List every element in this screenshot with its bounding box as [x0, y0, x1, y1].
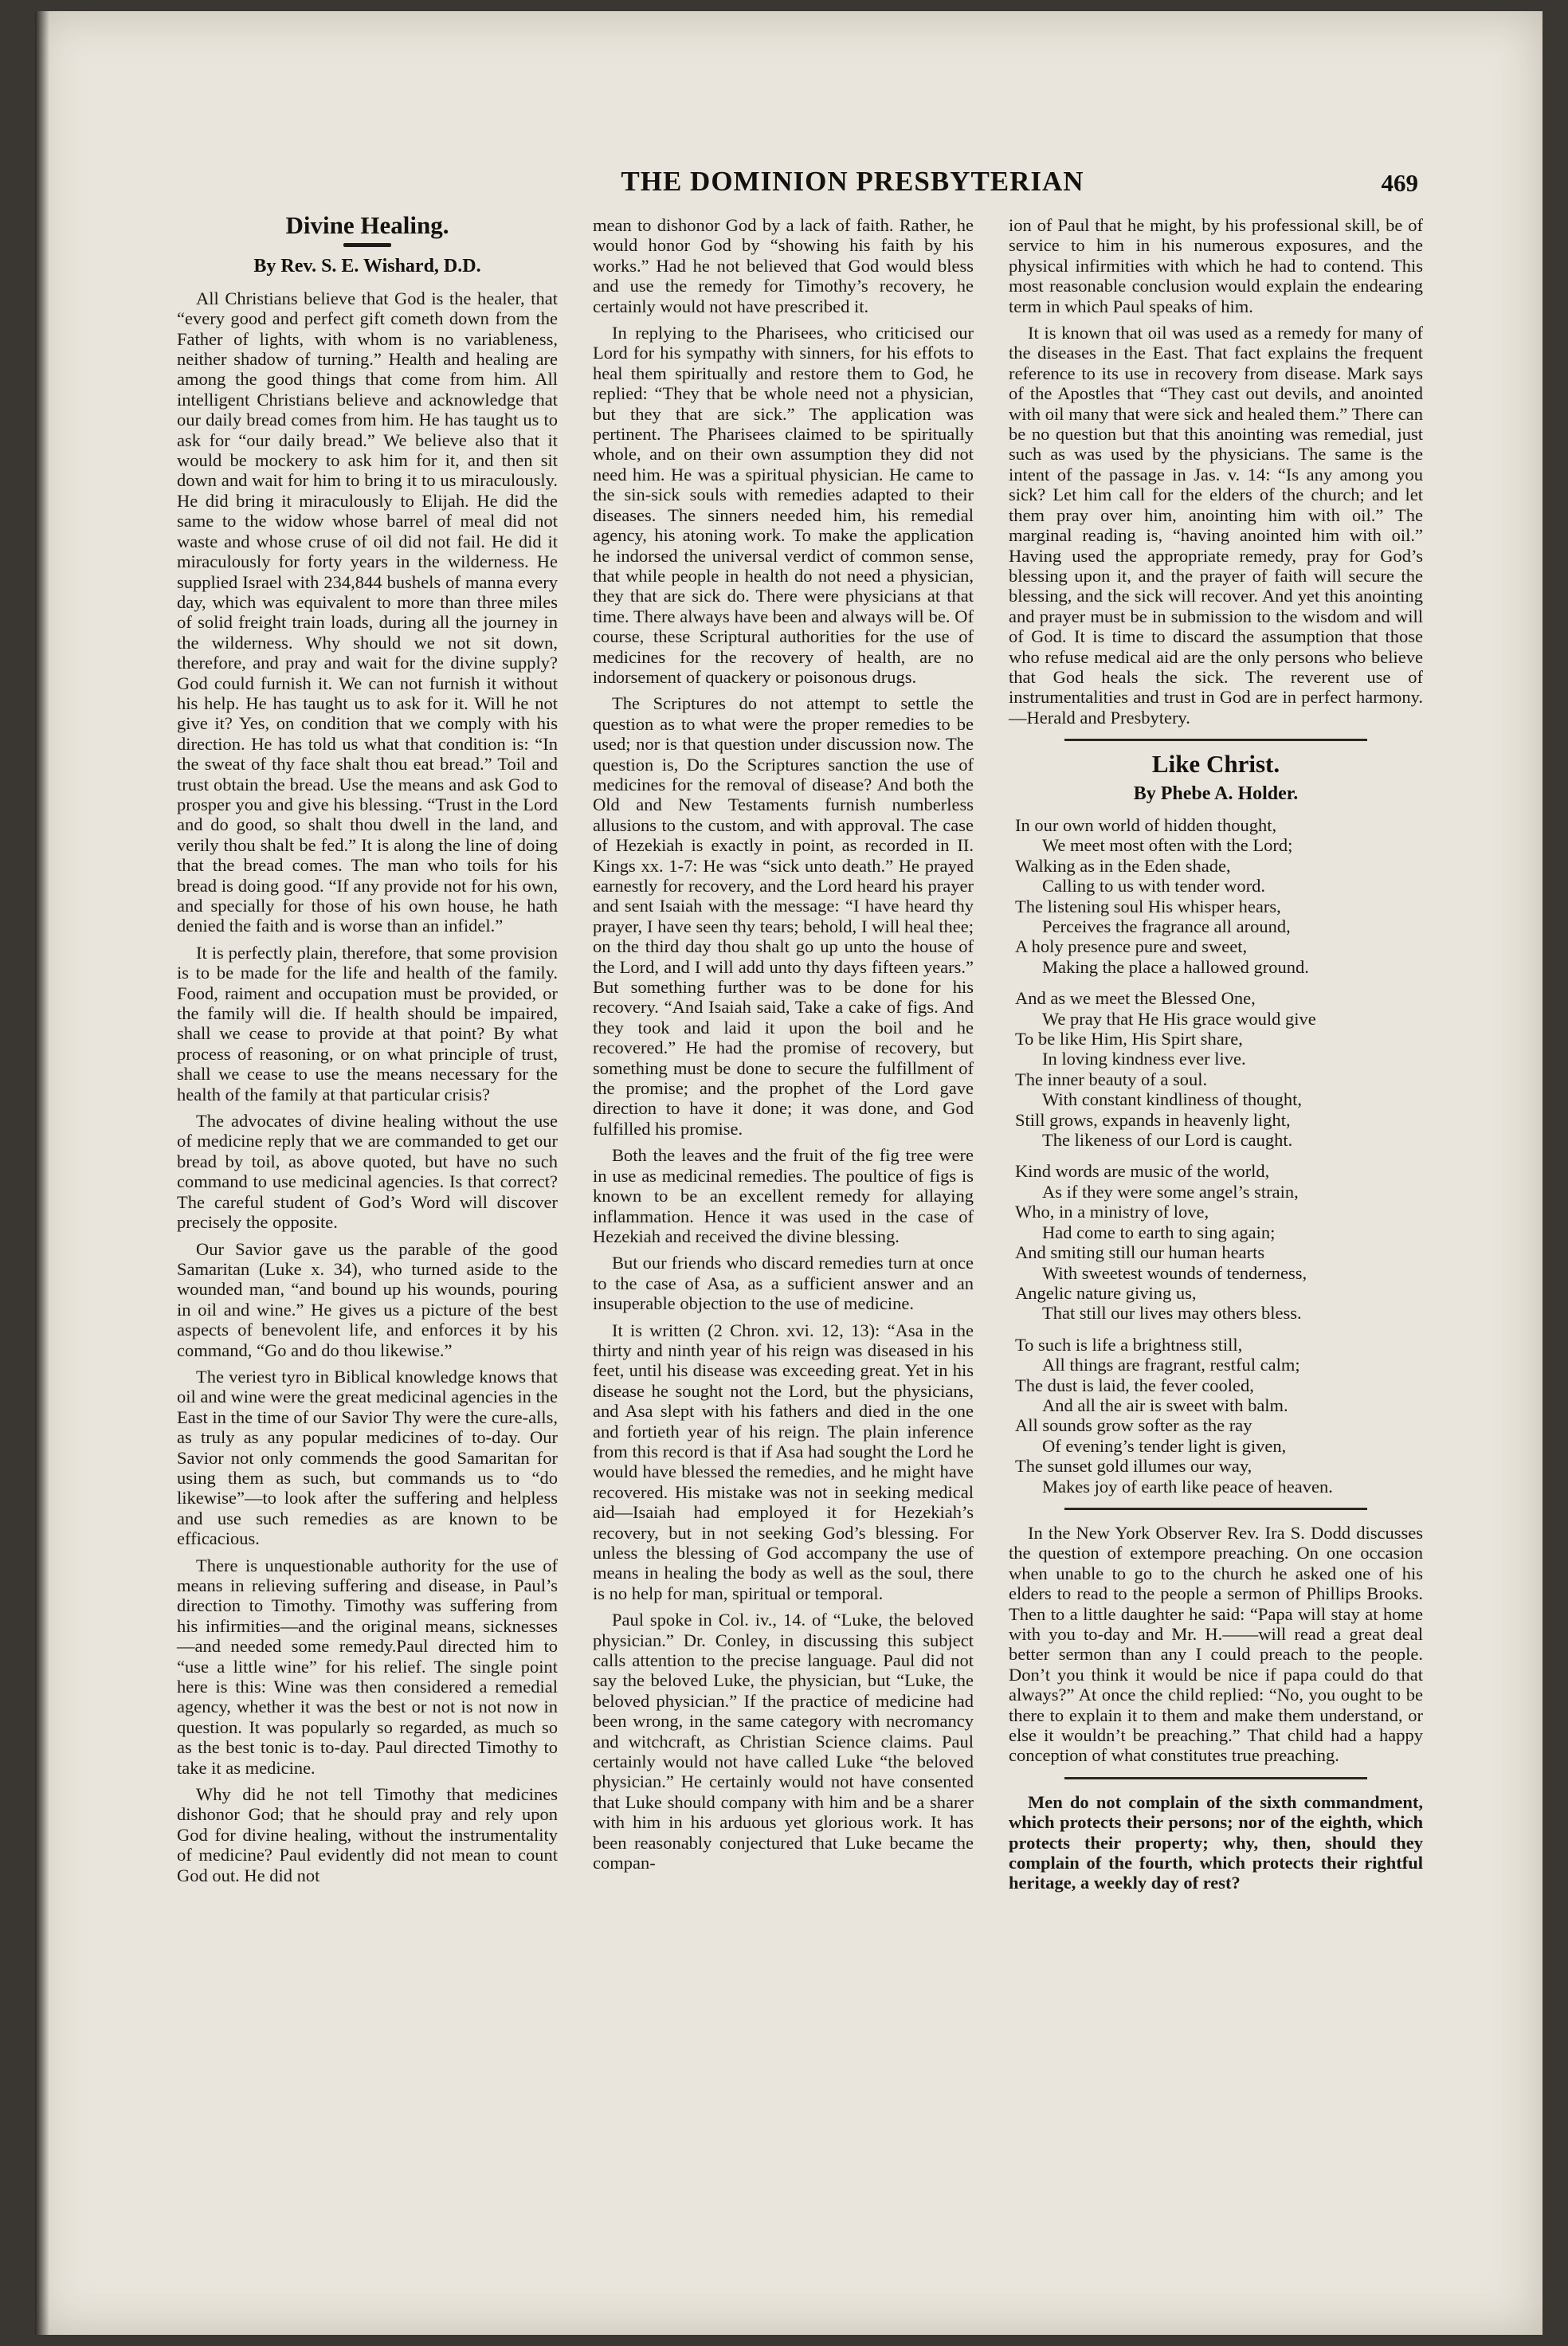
poem-line: We meet most often with the Lord;	[1042, 835, 1293, 856]
paragraph: The Scriptures do not attempt to settle the question as to what were the proper remedies to be used; nor is that question under discussion now. The question is, Do the Scriptures sanction the use of medicines for the removal of disease? And both the Old and New Testaments furnish numberless allusions to the custom, and with approval. The case of Hezekiah is exactly in point, as recorded in II. Kings xx. 1-7: He was “sick unto death.” He prayed earnestly for recovery, and the Lord heard his prayer and sent Isaiah with the message: “I have heard thy prayer, I have seen thy tears; behold, I will heal thee; on the third day thou shalt go up unto the house of the Lord, and I will add unto thy days fifteen years.” But something further was to be done for his recovery. “And Isaiah said, Take a cake of figs. And they took and laid it upon the boil and he recovered.” He had the promise of recovery, but something must be done to secure the fulfillment of the promise; and the prophet of the Lord gave direction to have it done; it was done, and God fulfilled his promise.	[593, 693, 974, 1139]
poem-line: With constant kindliness of thought,	[1042, 1089, 1302, 1110]
column-3	[1009, 215, 1423, 1900]
paragraph: In replying to the Pharisees, who criticised our Lord for his sympathy with sinners, for his effots to heal them spiritually and restore them to God, he replied: “They that be whole need not a physician, but they that are sick.” The application was pertinent. The Pharisees claimed to be spiritually whole, and on their own assumption they did not need him. He was a spiritual physician. He came to the sin-sick souls with remedies adapted to their diseases. The sinners needed him, his remedial agency, his atoning work. To make the application he indorsed the universal verdict of common sense, that while people in health do not need a physician, they that are sick do. There were physicians at that time. There always have been and always will be. Of course, these Scriptural authorities for the use of medicines for the recovery of health, are no indorsement of quackery or poisonous drugs.	[593, 323, 974, 687]
poem-line: And all the air is sweet with balm.	[1042, 1395, 1288, 1415]
poem-line: All sounds grow softer as the ray	[1015, 1415, 1252, 1436]
paragraph: All Christians believe that God is the healer, that “every good and perfect gift cometh down from the Father of lights, with whom is no variableness, neither shadow of turning.” Health and healing are among the good things that come from him. All intelligent Christians believe and acknowledge that our daily bread comes from him. He has taught us to ask for “our daily bread.” We believe also that it would be mockery to ask him for it, and then sit down and wait for him to bring it to us miraculously. He did bring it miraculously to Elijah. He did the same to the widow whose barrel of meal did not waste and whose cruse of oil did not fail. He did it miraculously for forty years in the wilderness. He supplied Israel with 234,844 bushels of manna every day, which was equivalent to more than three miles of solid freight train loads, during all the journey in the wilderness. Why should we not sit down, therefore, and pray and wait for the divine supply? God could furnish it. We can not furnish it without his help. He has taught us to ask for it. Will he not give it? Yes, on condition that we comply with his direction. He has told us what that condition is: “In the sweat of thy face shalt thou eat bread.” Toil and trust obtain the bread. Use the means and ask God to prosper you and give his blessing. “Trust in the Lord and do good, so shalt thou dwell in the land, and verily thou shalt be fed.” It is along the line of doing that the bread comes. The man who toils for his bread is doing good. “If any provide not for his own, and specially for those of his own house, he hath denied the faith and is worse than an infidel.”	[177, 288, 558, 936]
poem-line: And smiting still our human hearts	[1015, 1242, 1265, 1263]
poem-line: Who, in a ministry of love,	[1015, 1202, 1209, 1222]
poem-line: The inner beauty of a soul.	[1015, 1069, 1208, 1089]
poem-line: Walking as in the Eden shade,	[1015, 855, 1231, 876]
poem-line: The likeness of our Lord is caught.	[1042, 1130, 1293, 1151]
poem-line: The listening soul His whisper hears,	[1015, 896, 1281, 916]
poem-line: To be like Him, His Spirt share,	[1015, 1029, 1243, 1049]
paragraph: It is written (2 Chron. xvi. 12, 13): “Asa in the thirty and ninth year of his reign was diseased in his feet, until his disease was exceeding great. Yet in his disease he sought not the Lord, but the physicians, and Asa slept with his fathers and died in the one and fortieth year of his reign. The plain inference from this record is that if Asa had sought the Lord he would have blessed the remedies, and he might have recovered. His mistake was not in seeking medical aid—Isaiah had employed it for Hezekiah’s recovery, but in not seeking God’s blessing. For unless the blessing of God accompany the use of means in healing the body as well as the soul, there is no help for man, spiritual or temporal.	[593, 1320, 974, 1603]
decorative-rule	[343, 243, 391, 247]
paragraph-commandments: Men do not complain of the sixth commandment, which protects their persons; nor of the eighth, which protects their property; why, then, should they complain of the fourth, which protects their rightful heritage, a weekly day of rest?	[1009, 1791, 1423, 1893]
scan-edge	[35, 11, 49, 2335]
poem-line: Calling to us with tender word.	[1042, 876, 1265, 896]
poem-line: The dust is laid, the fever cooled,	[1015, 1375, 1254, 1395]
poem-line: We pray that He His grace would give	[1042, 1008, 1316, 1029]
article-title-divine-healing: Divine Healing.	[285, 211, 449, 239]
paragraph-extempore-preaching: In the New York Observer Rev. Ira S. Dodd discusses the question of extempore preaching. On one occasion when unable to go to the church he asked one of his elders to read to the people a sermon of Phillips Brooks. Then to a little daughter he said: “Papa will stay at home with you to-day and Mr. H.——will read a great deal better sermon than any I could preach to the people. Don’t you think it would be nice if papa could do that always?” At once the child replied: “No, you ought to be there to explain it to them and make them understand, or else it wouldn’t be preaching.” That child had a happy conception of what constitutes true preaching.	[1009, 1522, 1423, 1766]
section-rule	[1064, 739, 1367, 741]
poem-line: With sweetest wounds of tenderness,	[1042, 1262, 1307, 1283]
poem-line: As if they were some angel’s strain,	[1042, 1181, 1299, 1202]
poem-stanza	[1009, 1335, 1423, 1497]
poem-line: Perceives the fragrance all around,	[1042, 916, 1291, 936]
paragraph: mean to dishonor God by a lack of faith. Rather, he would honor God by “showing his faith by his works.” Had he not believed that God would bless and use the remedy for Timothy’s recovery, he certainly would not have prescribed it.	[593, 215, 974, 316]
page-number: 469	[1381, 169, 1418, 197]
article-title-like-christ: Like Christ.	[1151, 750, 1280, 779]
poem-line: Of evening’s tender light is given,	[1042, 1435, 1287, 1456]
poem-stanza	[1009, 1161, 1423, 1323]
poem-line: A holy presence pure and sweet,	[1015, 936, 1248, 957]
paragraph: Paul spoke in Col. iv., 14. of “Luke, the beloved physician.” Dr. Conley, in discussing this subject calls attention to the precise language. Paul did not say the beloved Luke, the physician, but “Luke, the beloved physician.” If the practice of medicine had been wrong, in the same category with necromancy and witchcraft, as Christian Science claims. Paul certainly would not have called Luke “the beloved physician.” He certainly would not have consented that Luke should company with him and be a sharer with him in his arduous yet glorious work. It has been reasonably conjectured that Luke became the compan-	[593, 1610, 974, 1873]
article-byline-wishard: By Rev. S. E. Wishard, D.D.	[253, 256, 481, 277]
section-rule	[1064, 1508, 1367, 1510]
poem-line: And as we meet the Blessed One,	[1015, 988, 1256, 1009]
poem-line: Angelic nature giving us,	[1015, 1282, 1197, 1303]
article-byline-holder: By Phebe A. Holder.	[1133, 783, 1299, 804]
poem-line: To such is life a brightness still,	[1015, 1334, 1243, 1355]
paragraph: The advocates of divine healing without the use of medicine reply that we are commanded to get our bread by toil, as above quoted, but have no such command to use medicinal agencies. Is that correct? The careful student of God’s Word will discover precisely the opposite.	[177, 1111, 558, 1233]
poem-line: Had come to earth to sing again;	[1042, 1222, 1276, 1242]
paragraph: Why did he not tell Timothy that medicines dishonor God; that he should pray and rely upon God for divine healing, without the instrumentality of medicine? Paul evidently did not mean to count God out. He did not	[177, 1784, 558, 1885]
paragraph: The veriest tyro in Biblical knowledge knows that oil and wine were the great medicinal agencies in the East in the time of our Savior Thy were the cure-alls, as truly as any popular medicines of to-day. Our Savior not only commends the good Samaritan for using them as such, but commands us to “do likewise”—to look after the suffering and helpless and use such remedies as are known to be efficacious.	[177, 1366, 558, 1549]
poem-line: In loving kindness ever live.	[1042, 1049, 1246, 1069]
section-rule	[1064, 1777, 1367, 1779]
paragraph: But our friends who discard remedies turn at once to the case of Asa, as a sufficient answer and an insuperable objection to the use of medicine.	[593, 1253, 974, 1314]
paragraph: ion of Paul that he might, by his professional skill, be of service to him in his numerous exposures, and the physical infirmities with which he had to contend. This most reasonable conclusion would explain the endearing term in which Paul speaks of him.	[1009, 215, 1423, 316]
column-2	[593, 215, 974, 1880]
running-head	[0, 166, 1568, 206]
poem-stanza	[1009, 988, 1423, 1150]
poem-line: Makes joy of earth like peace of heaven.	[1042, 1476, 1333, 1497]
paragraph: There is unquestionable authority for the use of means in relieving suffering and disease, in Paul’s direction to Timothy. Timothy was suffering from his infirmities—and the original means, sicknesses—and needed some remedy.Paul directed him to “use a little wine” for his relief. The single point here is this: Wine was then considered a remedial agency, whether it was the best or not is not now in question. It was popularly so regarded, as much so as the best tonic is to-day. Paul directed Timothy to take it as medicine.	[177, 1555, 558, 1778]
paragraph: It is known that oil was used as a remedy for many of the diseases in the East. That fact explains the frequent reference to its use in recovery from disease. Mark says of the Apostles that “They cast out devils, and anointed with oil many that were sick and healed them.” There can be no question but that this anointing was remedial, just such as was used by the physicians. The same is the intent of the passage in Jas. v. 14: “Is any among you sick? Let him call for the elders of the church; and let them pray over him, anointing him with oil.” The marginal reading is, “having anointed him with oil.” Having used the appropriate remedy, pray for God’s blessing upon it, and the prayer of faith will secure the blessing, and the sick will recover. And yet this anointing and prayer must be in submission to the wisdom and will of God. It is time to discard the assumption that those who refuse medical aid are the only persons who believe that God heals the sick. The reverent use of instrumentalities and trust in God are in perfect harmony. —Herald and Presbytery.	[1009, 323, 1423, 728]
poem-line: The sunset gold illumes our way,	[1015, 1456, 1252, 1477]
poem-line: That still our lives may others bless.	[1042, 1303, 1302, 1324]
paragraph: Our Savior gave us the parable of the good Samaritan (Luke x. 34), who turned aside to the wounded man, “and bound up his wounds, pouring in oil and wine.” He gives us a picture of the best aspects of benevolent life, and enforces it by his command, “Go and do thou likewise.”	[177, 1238, 558, 1360]
masthead: THE DOMINION PRESBYTERIAN	[621, 166, 1084, 197]
poem-line: Still grows, expands in heavenly light,	[1015, 1109, 1291, 1130]
poem-stanza	[1009, 815, 1423, 977]
poem-line: In our own world of hidden thought,	[1015, 814, 1277, 835]
poem-line: Making the place a hallowed ground.	[1042, 956, 1309, 977]
paragraph: Both the leaves and the fruit of the fig tree were in use as medicinal remedies. The poultice of figs is known to be an excellent remedy for allaying inflammation. Hence it was used in the case of Hezekiah and received the divine blessing.	[593, 1145, 974, 1246]
poem-line: Kind words are music of the world,	[1015, 1161, 1270, 1182]
poem-line: All things are fragrant, restful calm;	[1042, 1355, 1300, 1375]
paragraph: It is perfectly plain, therefore, that some provision is to be made for the life and health of the family. Food, raiment and occupation must be provided, or the family will die. If health should be impaired, shall we cease to provide at that point? By what process of reasoning, or on what principle of trust, shall we cease to use the means necessary for the health of the family at that particular crisis?	[177, 942, 558, 1104]
column-1	[177, 211, 558, 1892]
